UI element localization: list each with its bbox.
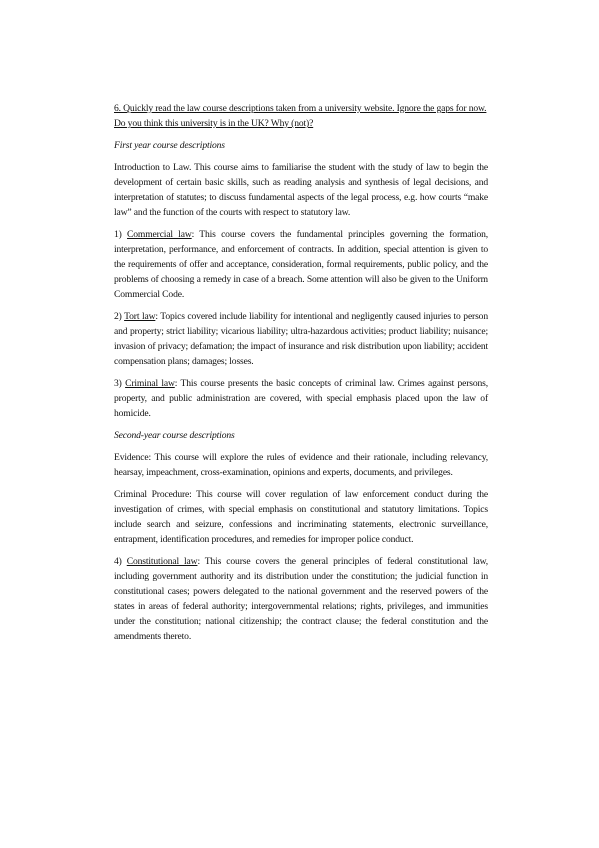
course-tort-law bbox=[114, 309, 488, 369]
course-body: : This course presents the basic concepts of criminal law. Crimes against persons, property, and public administration are covered, with special emphasis placed upon the law of homicide. bbox=[114, 378, 488, 419]
course-commercial-law bbox=[114, 227, 488, 302]
course-title: Introduction to Law bbox=[114, 162, 189, 173]
course-body: . This course aims to familiarise the student with the study of law to begin the development of certain basic skills, such as reading analysis and synthesis of legal decisions, and interpretation of statutes; to discuss fundamental aspects of the legal process, e.g. how courts “make law” and the function of the courts with respect to statutory law. bbox=[114, 162, 488, 218]
course-title: Criminal Procedure bbox=[114, 489, 190, 500]
document-page bbox=[114, 101, 488, 651]
course-body: : This course covers the general principles of federal constitutional law, including government authority and its distribution under the constitution; the judicial function in constitutional cases; powers delegated to the national government and the reserved powers of the states in areas of federal authority; intergovernmental relations; rights, privileges, and immunities under the constitution; national citizenship; the contract clause; the federal constitution and the amendments thereto. bbox=[114, 556, 488, 642]
first-year-heading: First year course descriptions bbox=[114, 140, 225, 151]
course-title: Commercial law bbox=[127, 229, 192, 240]
course-body: : This course will explore the rules of evidence and their rationale, including relevancy, hearsay, impeachment, cross-examination, opinions and experts, documents, and privileges. bbox=[114, 452, 488, 478]
course-number: 3) bbox=[114, 378, 126, 389]
course-introduction-to-law bbox=[114, 160, 488, 220]
course-number: 4) bbox=[114, 556, 127, 567]
course-title: Evidence bbox=[114, 452, 149, 463]
second-year-heading: Second-year course descriptions bbox=[114, 430, 235, 441]
course-body: : This course will cover regulation of law enforcement conduct during the investigation of crimes, with special emphasis on constitutional and statutory limitations. Topics include search and seizure, confessions and incriminating statements, electronic surveillance, entrapment, identification procedures, and remedies for improper police conduct. bbox=[114, 489, 488, 545]
course-evidence bbox=[114, 450, 488, 480]
course-criminal-law bbox=[114, 376, 488, 421]
course-title: Tort law bbox=[124, 311, 156, 322]
course-constitutional-law bbox=[114, 554, 488, 644]
course-body: : Topics covered include liability for intentional and negligently caused injuries to person and property; strict liability; vicarious liability; ultra-hazardous activities; product liability; nuisance; invasion of privacy; defamation; the impact of insurance and risk distribution upon liability; accident compensation plans; damages; losses. bbox=[114, 311, 488, 367]
course-criminal-procedure bbox=[114, 487, 488, 547]
course-number: 1) bbox=[114, 229, 128, 240]
course-title: Constitutional law bbox=[126, 556, 198, 567]
course-number: 2) bbox=[114, 311, 125, 322]
question-prompt: 6. Quickly read the law course descriptions taken from a university website. Ignore the gaps for now. Do you think this university is in the UK? Why (not)? bbox=[114, 103, 487, 129]
course-body: : This course covers the fundamental principles governing the formation, interpretation, performance, and enforcement of contracts. In addition, special attention is given to the requirements of offer and acceptance, consideration, formal requirements, public policy, and the problems of choosing a remedy in case of a breach. Some attention will also be given to the Uniform Commercial Code. bbox=[114, 229, 488, 300]
course-title: Criminal law bbox=[125, 378, 175, 389]
